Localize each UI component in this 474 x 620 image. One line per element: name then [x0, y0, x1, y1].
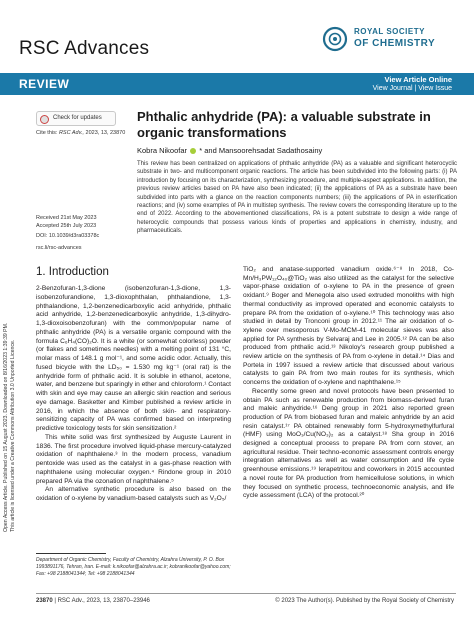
paragraph: This white solid was first synthesized by Auguste Laurent in 1836. The first procedure involved liquid-phase mercury-catalyzed oxidation of naphthalene.³ In the modern process, vanadium pentoxide was used as the catalyst in a gas-phase reaction with naphthalene using molecular oxygen.⁴ Rindone group in 2010 prepared PA via the ozonation of naphthalene.⁵ — [36, 433, 231, 485]
section-heading: 1. Introduction — [36, 266, 109, 278]
check-updates-label: Check for updates — [53, 115, 102, 121]
affiliation-footnote: Department of Organic Chemistry, Faculty of Chemistry, Alzahra University, P. O. Box 1993891176, Tehran, Iran. E-mail: k.nikoofar@alzahra.ac.ir; kobranikoofar@yahoo.com; Fax: +98 2188041344; Tel: +98 2188041344 — [36, 557, 231, 577]
footer-divider — [36, 593, 456, 594]
page-footer — [36, 598, 150, 604]
article-title: Phthalic anhydride (PA): a valuable substrate in organic transformations — [137, 109, 431, 140]
author-name[interactable]: Mansoorehsadat Sadathosainy — [218, 146, 323, 155]
cite-details: 2023, 13, 23870 — [85, 130, 126, 136]
footnote-divider — [36, 553, 106, 554]
license-line2[interactable]: This article is licensed under a Creative Commons Attribution 3.0 Unported Licence. — [10, 339, 16, 532]
accepted-date: Accepted 25th July 2023 — [36, 223, 97, 229]
license-sidebar — [3, 112, 25, 532]
journal-reference: | RSC Adv., 2023, 13, 23870–23946 — [54, 598, 150, 604]
cite-journal: RSC Adv., — [58, 130, 84, 136]
publisher-line1: ROYAL SOCIETY — [354, 27, 425, 36]
body-column-right — [243, 266, 454, 501]
license-line1: Open Access Article. Published on 15 August 2023. Downloaded on 8/16/2023 1:39:39 PM. — [3, 322, 9, 532]
article-type-label: REVIEW — [19, 77, 70, 91]
author-name[interactable]: Kobra Nikoofar — [137, 146, 188, 155]
doi[interactable]: DOI: 10.1039/d3ra03378c — [36, 233, 100, 239]
article-type-banner — [0, 73, 474, 95]
journal-link[interactable]: rsc.li/rsc-advances — [36, 245, 82, 251]
paragraph: 2-Benzofuran-1,3-dione (isobenzofuran-1,3-dione, 1,3-isobenzofurandione, 1,3-dioxophthalan, phthalandione, 1,3-phthalandione, 1,2-benzenedicarboxylic acid anhydride, phthalic acid anhydride, 1,2-benzenedicarboxylic anhydride, 1,3-dihydro-1,3-dioxoisobenzofuran) with the common/popular name of phthalic anhydride (PA) is a versatile organic compound with the formula C₆H₄(CO)₂O. It is a white (or somewhat colorless) powder (or flakes and sometimes needles) with a melting point of 131 °C, molar mass of 148.1 g mol⁻¹, and some acidic odor. Actually, this fused bicycle with the LD₅₀ = 1.530 mg kg⁻¹ (oral rat) is the anhydride form of phthalic acid. It is soluble in ethanol, acetone, water, and benzene but sparingly in ether and chloroform.¹ Contact with skin and eye may cause an allergic skin reaction and serious eye damage. Basketter and Kimber published a review article in 2016, in which the absence of both skin- and respiratory-sensitizing capacity of PA was confirmed based on interpreting predictive toxicology tests for skin sensitization.² — [36, 285, 231, 432]
rsc-logo[interactable] — [322, 20, 452, 58]
view-links — [373, 75, 452, 93]
article-dates — [36, 214, 97, 230]
cite-prefix: Cite this: — [36, 130, 58, 136]
orcid-icon[interactable] — [190, 148, 196, 154]
crossmark-icon — [40, 115, 49, 124]
author-separator: * and — [199, 146, 217, 155]
copyright-notice: © 2023 The Author(s). Published by the Royal Society of Chemistry — [275, 598, 454, 604]
received-date: Received 21st May 2023 — [36, 215, 97, 221]
publisher-line2: OF CHEMISTRY — [354, 38, 436, 49]
paragraph: Recently some green and novel protocols have been presented to obtain PA such as renewable production from biomass-derived furan and maleic anhydride.¹⁶ Deng group in 2021 also reported green production of PA from biobased furan and maleic anhydride by an acid resin catalyst.¹⁷ PA obtained renewably form 5-hydroxymethylfurfural (HMF) using MoO₃/Cu(NO₃)₂ as a catalyst.¹⁸ Sha group in 2016 designed a conceptual process to prepare PA from corn stover, an agricultural residue. Their techno-economic assessment controls energy integration alternatives as well as water consumption and life cycle greenhouse emissions.¹⁹ Ierapetritou and coworkers in 2015 accounted a novel route for PA production from hemicellulose solutions, in which they focused on synthetic process, technoeconomic analysis, and life cycle assessment (LCA) of the protocol.²⁰ — [243, 387, 454, 500]
author-list — [137, 146, 322, 155]
citation — [36, 130, 125, 136]
rsc-emblem-icon — [322, 26, 348, 52]
view-article-online-link[interactable]: View Article Online — [384, 75, 452, 84]
body-column-left — [36, 285, 231, 504]
page-number: 23870 — [36, 598, 53, 604]
check-for-updates-button[interactable] — [36, 111, 116, 126]
journal-title: RSC Advances — [19, 38, 150, 59]
paragraph: TiO₂ and anatase-supported vanadium oxide.⁶⁻⁸ In 2018, Co-Mn/H₃PW₁₂O₄₀@TiO₂ was also utilized as the catalyst for the selective vapor-phase oxidation of o-xylene to PA in the presence of green oxidant.⁹ Boger and Menegola also used extruded monoliths with high thermal conductivity as improved operated and economic catalysts to prepare PA from the oxidation of o-xylene.¹⁰ This technology was also studied in detail by Tronconi group in 2012.¹¹ The air oxidation of o-xylene over mesoporous V-Mo-MCM-41 molecular sieves was also applied for PA synthesis by Selvaraj and Lee in 2005.¹² PA can be also produced from phthalic acid.¹³ Nikoloy's research group published a review article on the synthesis of PA from o-xylene in detail.¹⁴ Dias and Portela in 1997 issued a review article that discussed about various catalysts to gain PA from two main routes for its synthesis, which concerns the oxidation of o-xylene and naphthalene.¹⁵ — [243, 266, 454, 387]
view-journal-link[interactable]: View Journal | View Issue — [372, 85, 452, 92]
paragraph: An alternative synthetic procedure is also based on the oxidation of o-xylene by vanadium-based catalysts such as V₂O₅/ — [36, 486, 231, 502]
abstract: This review has been centralized on applications of phthalic anhydride (PA) as a valuable and significant heterocyclic substrate in two- and multicomponent organic reactions. The article has been subdivided into the following parts: (i) PA introduction by focusing on its characterization, synthesizing procedure, and multiple-aspect applications. In addition, the previous review articles based on PA have also been indicated; (ii) the applications of PA as a substrate have been subdivided into parts with a glance on the reaction components numbers; (iii) the applications of PA in esterification reactions; and (iv) some examples of PA in multistep synthesis. The review covers the corresponding literature up to the end of 2022. According to the abovementioned classifications, PA is a potent substrate to design a wide range of heterocyclic compounds that possess various kinds of properties and applications in chemistry, industry, and pharmaceuticals. — [137, 161, 457, 235]
